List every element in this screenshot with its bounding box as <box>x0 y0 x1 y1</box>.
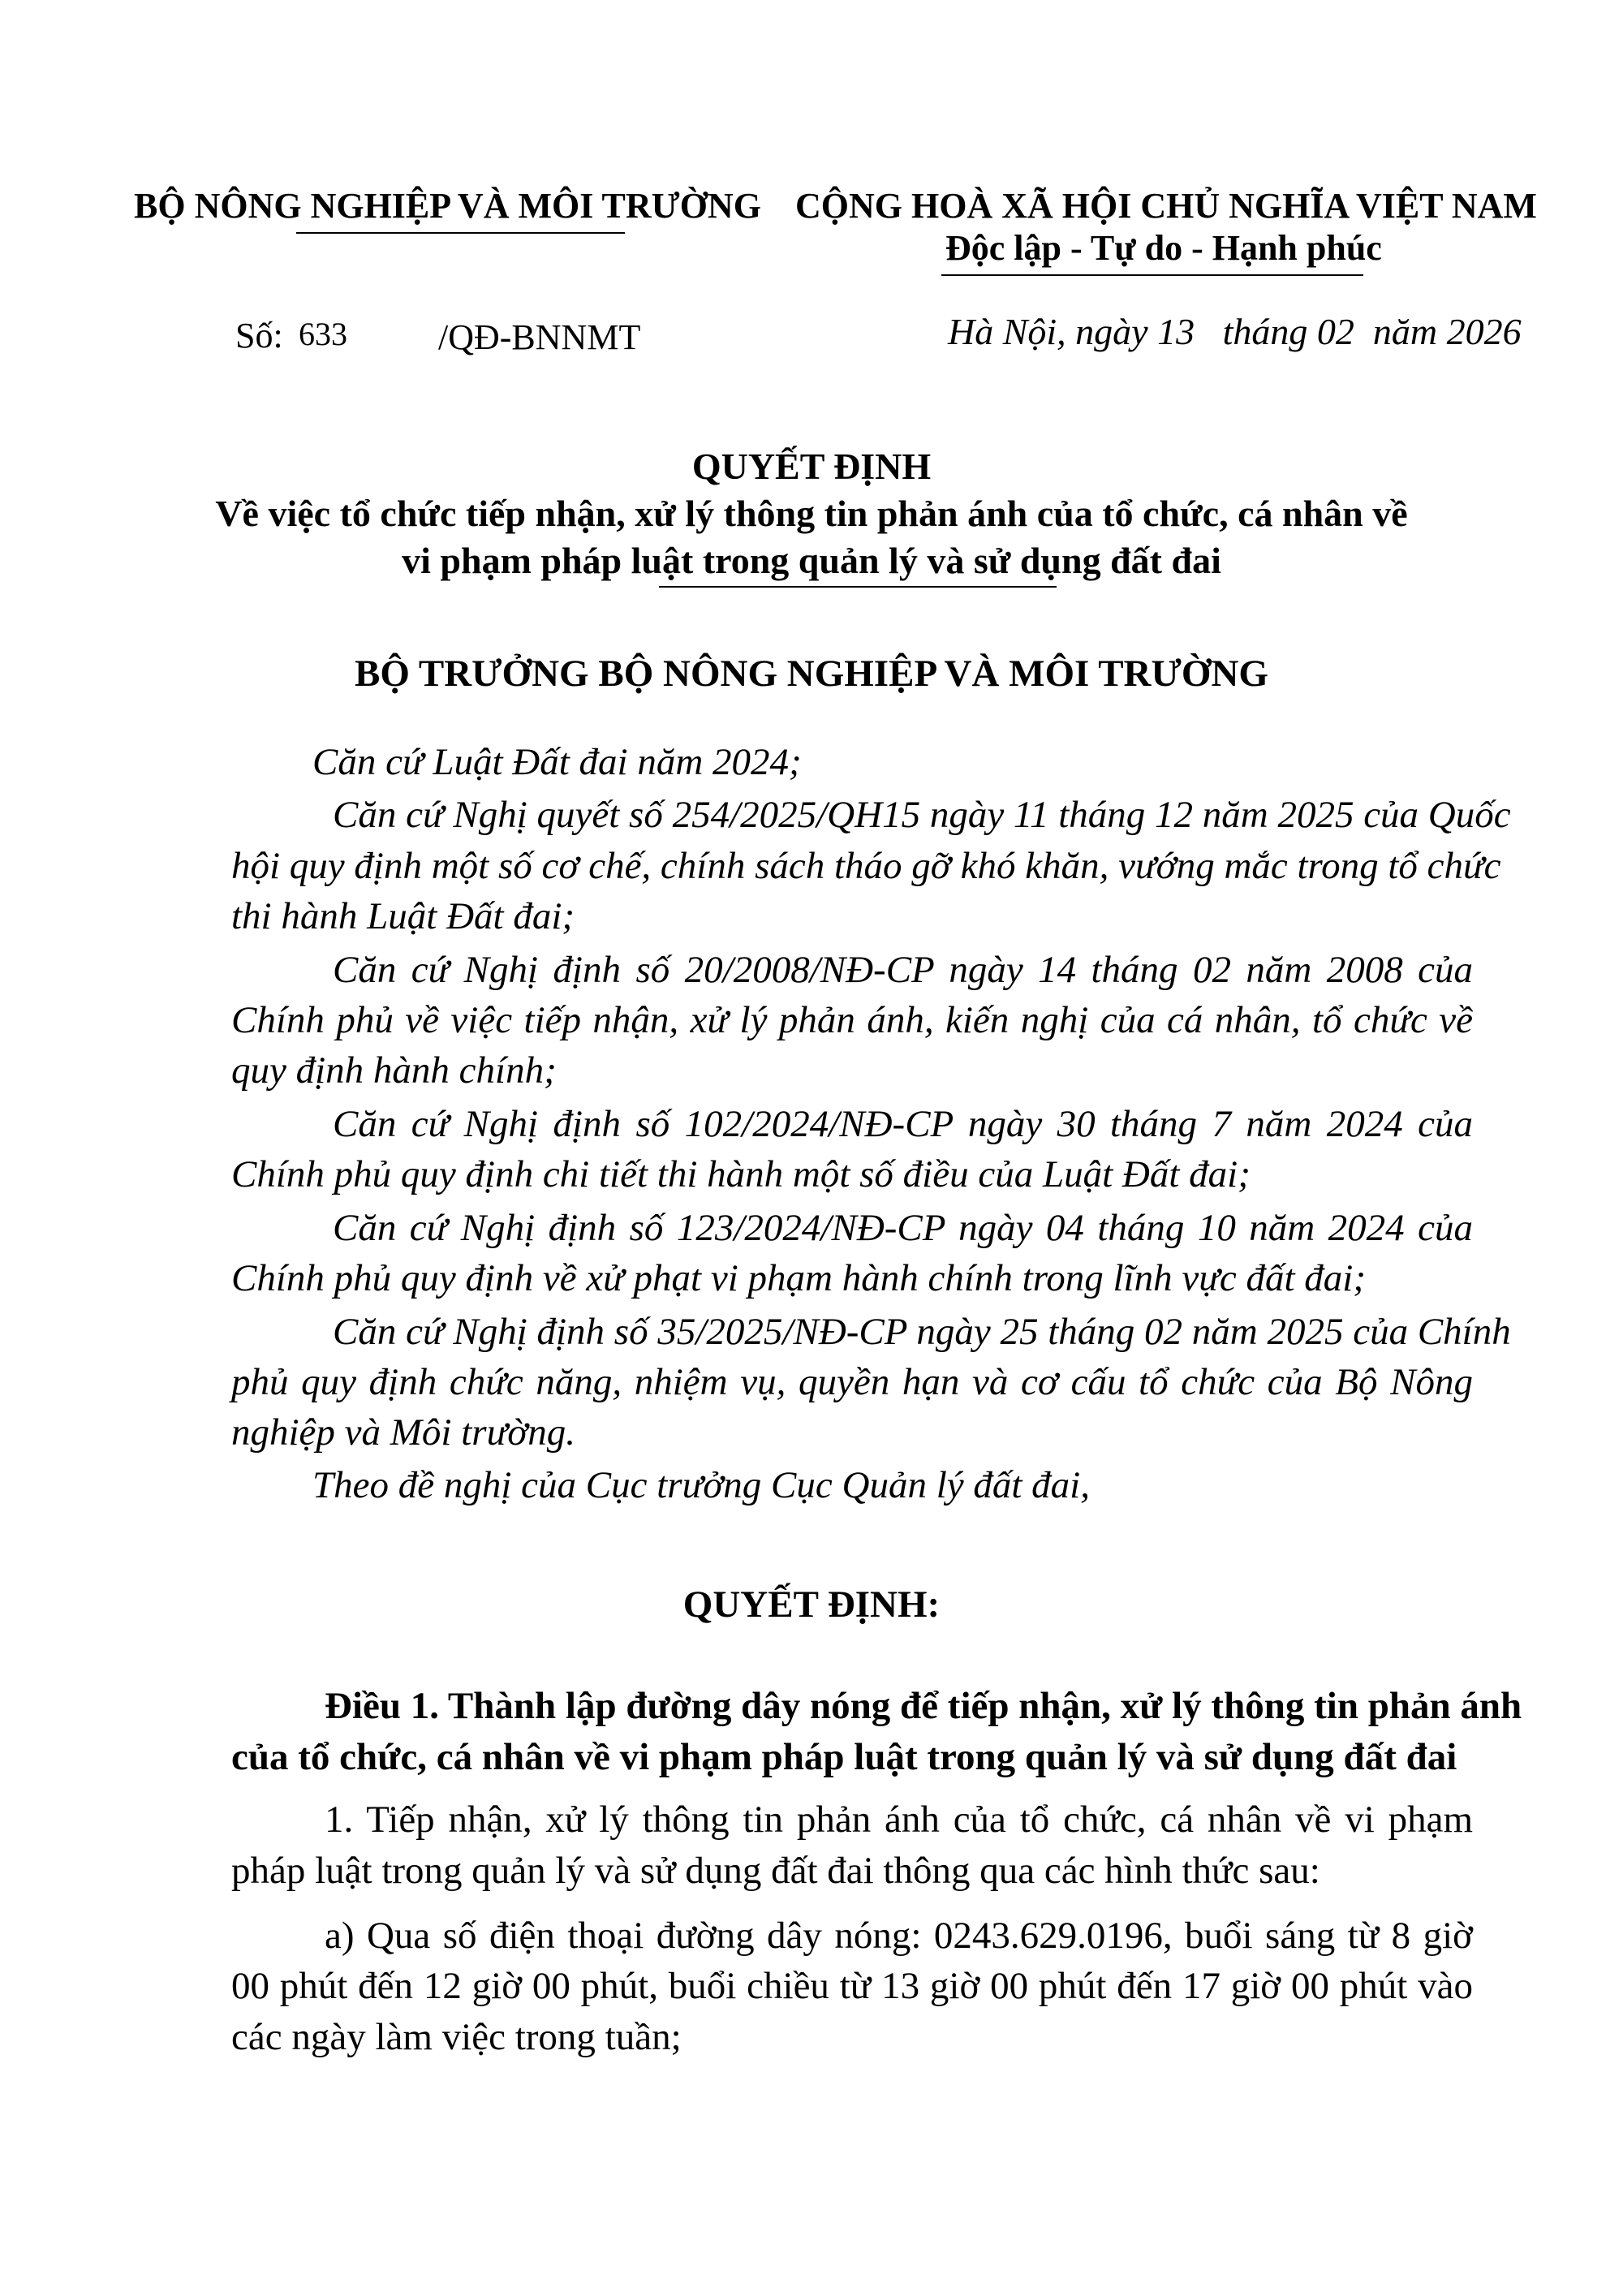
motto-underline <box>941 274 1363 276</box>
article1-item1-line: pháp luật trong quản lý và sử dụng đất đai thông qua các hình thức sau: <box>231 1850 1320 1892</box>
preamble-line: thi hành Luật Đất đai; <box>231 895 575 937</box>
article1-title-line1: Điều 1. Thành lập đường dây nóng để tiếp nhận, xử lý thông tin phản ánh <box>325 1685 1522 1727</box>
republic-name: CỘNG HOÀ XÃ HỘI CHỦ NGHĨA VIỆT NAM <box>795 186 1537 226</box>
article1-item-a-line: a) Qua số điện thoại đường dây nóng: 0243.629.0196, buổi sáng từ 8 giờ <box>325 1915 1473 1957</box>
preamble-line: Chính phủ quy định chi tiết thi hành một số điều của Luật Đất đai; <box>231 1153 1251 1195</box>
article1-title-line2: của tổ chức, cá nhân về vi phạm pháp luật trong quản lý và sử dụng đất đai <box>231 1736 1457 1778</box>
ministry-name: BỘ NÔNG NGHIỆP VÀ MÔI TRƯỜNG <box>134 186 761 226</box>
doc-code: /QĐ-BNNMT <box>438 317 641 357</box>
doc-number-label: Số: <box>235 316 283 355</box>
preamble-line: Căn cứ Nghị định số 35/2025/NĐ-CP ngày 25 tháng 02 năm 2025 của Chính <box>333 1311 1511 1353</box>
preamble-line: Căn cứ Luật Đất đai năm 2024; <box>312 741 802 783</box>
preamble-line: Căn cứ Nghị định số 20/2008/NĐ-CP ngày 14 tháng 02 năm 2008 của <box>333 949 1473 991</box>
authority-heading: BỘ TRƯỞNG BỘ NÔNG NGHIỆP VÀ MÔI TRƯỜNG <box>355 653 1268 695</box>
preamble-line: Chính phủ quy định về xử phạt vi phạm hành chính trong lĩnh vực đất đai; <box>231 1257 1366 1299</box>
issue-date: Hà Nội, ngày 13 tháng 02 năm 2026 <box>948 311 1522 352</box>
preamble-line: Chính phủ về việc tiếp nhận, xử lý phản ánh, kiến nghị của cá nhân, tổ chức về <box>231 999 1473 1041</box>
title-underline <box>659 586 1057 588</box>
preamble-line: quy định hành chính; <box>231 1049 557 1092</box>
preamble-line: hội quy định một số cơ chế, chính sách tháo gỡ khó khăn, vướng mắc trong tổ chức <box>231 845 1501 887</box>
doc-number: 633 <box>299 316 347 352</box>
article1-item1-line: 1. Tiếp nhận, xử lý thông tin phản ánh của tổ chức, cá nhân về vi phạm <box>325 1798 1473 1841</box>
preamble-line: Căn cứ Nghị quyết số 254/2025/QH15 ngày 11 tháng 12 năm 2025 của Quốc <box>333 794 1511 836</box>
decision-section-heading: QUYẾT ĐỊNH: <box>682 1583 941 1626</box>
preamble-line: Theo đề nghị của Cục trưởng Cục Quản lý đất đai, <box>312 1464 1090 1506</box>
decision-heading: QUYẾT ĐỊNH <box>691 446 932 487</box>
ministry-underline <box>296 232 625 234</box>
preamble-line: nghiệp và Môi trường. <box>231 1411 576 1454</box>
decision-subtitle-line1: Về việc tổ chức tiếp nhận, xử lý thông tin phản ánh của tổ chức, cá nhân về <box>215 493 1408 534</box>
preamble-line: Căn cứ Nghị định số 123/2024/NĐ-CP ngày 04 tháng 10 năm 2024 của <box>333 1207 1473 1249</box>
national-motto: Độc lập - Tự do - Hạnh phúc <box>945 228 1382 268</box>
decision-subtitle-line2: vi phạm pháp luật trong quản lý và sử dụng đất đai <box>402 540 1221 581</box>
article1-item-a-line: các ngày làm việc trong tuần; <box>231 2016 682 2058</box>
article1-item-a-line: 00 phút đến 12 giờ 00 phút, buổi chiều từ 13 giờ 00 phút đến 17 giờ 00 phút vào <box>231 1965 1473 2007</box>
preamble-line: phủ quy định chức năng, nhiệm vụ, quyền hạn và cơ cấu tổ chức của Bộ Nông <box>231 1361 1473 1403</box>
preamble-line: Căn cứ Nghị định số 102/2024/NĐ-CP ngày 30 tháng 7 năm 2024 của <box>333 1103 1473 1145</box>
